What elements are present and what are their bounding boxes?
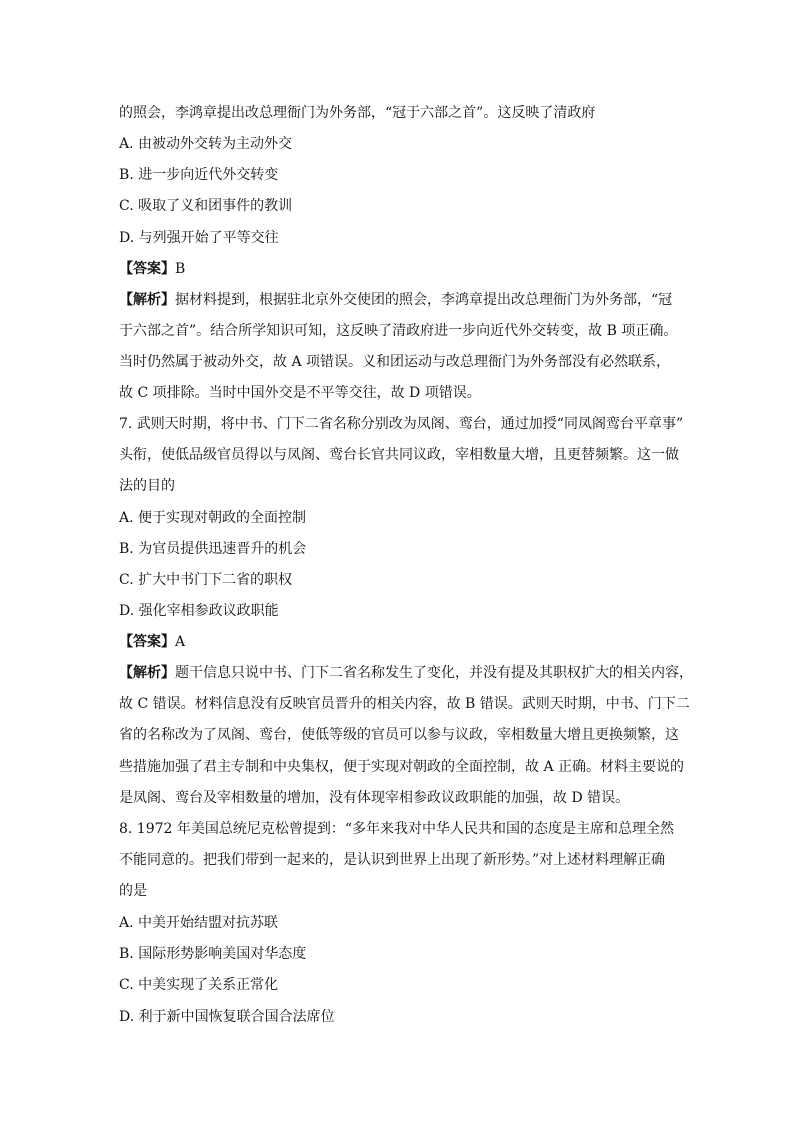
q6-answer [119,259,185,279]
q7-option-a: A. 便于实现对朝政的全面控制 [119,510,307,526]
q7-option-c: C. 扩大中书门下二省的职权 [119,572,293,588]
q6-option-c: C. 吸取了义和团事件的教训 [119,198,293,214]
q7-analysis-line-1 [119,663,693,683]
q6-stem-tail: 的照会，李鸿章提出改总理衙门为外务部，“冠于六部之首”。这反映了清政府 [119,105,596,121]
q7-analysis-line-3: 省的名称改为了凤阁、鸾台，使低等级的官员可以参与议政，宰相数量大增且更换频繁，这 [119,727,679,743]
analysis-label: 【解析】 [119,292,175,308]
q8-option-d: D. 利于新中国恢复联合国合法席位 [119,1009,335,1025]
analysis-text: 据材料提到，根据驻北京外交使团的照会，李鸿章提出改总理衙门为外务部，“冠 [175,292,673,308]
q6-option-a: A. 由被动外交转为主动外交 [119,136,293,152]
q6-analysis-line-2: 于六部之首”。结合所学知识可知，这反映了清政府进一步向近代外交转变，故 B 项正确。 [119,323,678,339]
answer-value: B [175,261,186,277]
answer-label: 【答案】 [119,634,175,650]
q7-analysis-line-5: 是凤阁、鸾台及宰相数量的增加，没有体现宰相参政议政职能的加强，故 D 错误。 [119,790,630,806]
q7-stem-line-2: 头衔，使低品级官员得以与凤阁、鸾台长官共同议政，宰相数量大增，且更替频繁。这一做 [119,447,679,463]
analysis-label: 【解析】 [119,665,175,681]
q8-option-c: C. 中美实现了关系正常化 [119,977,279,993]
q8-option-b: B. 国际形势影响美国对华态度 [119,946,307,962]
q6-analysis-line-1 [119,290,672,310]
q7-stem-line-1: 7. 武则天时期，将中书、门下二省名称分别改为凤阁、鸾台，通过加授“同凤阁鸾台平章事” [119,416,684,432]
q7-analysis-line-2: 故 C 错误。材料信息没有反映官员晋升的相关内容，故 B 错误。武则天时期，中书、门下二 [119,696,690,712]
answer-value: A [175,634,186,650]
answer-label: 【答案】 [119,261,175,277]
q7-stem-line-3: 法的目的 [119,478,175,494]
q8-option-a: A. 中美开始结盟对抗苏联 [119,915,279,931]
q7-option-b: B. 为官员提供迅速晋升的机会 [119,541,307,557]
q8-stem-line-2: 不能同意的。把我们带到一起来的，是认识到世界上出现了新形势。”对上述材料理解正确 [119,852,666,868]
analysis-text: 题干信息只说中书、门下二省名称发生了变化，并没有提及其职权扩大的相关内容， [175,665,693,681]
q6-option-d: D. 与列强开始了平等交往 [119,230,279,246]
q7-option-d: D. 强化宰相参政议政职能 [119,603,279,619]
q6-option-b: B. 进一步向近代外交转变 [119,167,279,183]
q8-stem-line-1: 8. 1972 年美国总统尼克松曾提到：“多年来我对中华人民共和国的态度是主席和总理全然 [119,821,675,837]
q6-analysis-line-3: 当时仍然属于被动外交，故 A 项错误。义和团运动与改总理衙门为外务部没有必然联系， [119,354,671,370]
q8-stem-line-3: 的是 [119,883,147,899]
q7-answer [119,632,185,652]
q7-analysis-line-4: 些措施加强了君主专制和中央集权，便于实现对朝政的全面控制，故 A 正确。材料主要说的 [119,759,685,775]
q6-analysis-line-4: 故 C 项排除。当时中国外交是不平等交往，故 D 项错误。 [119,385,481,401]
